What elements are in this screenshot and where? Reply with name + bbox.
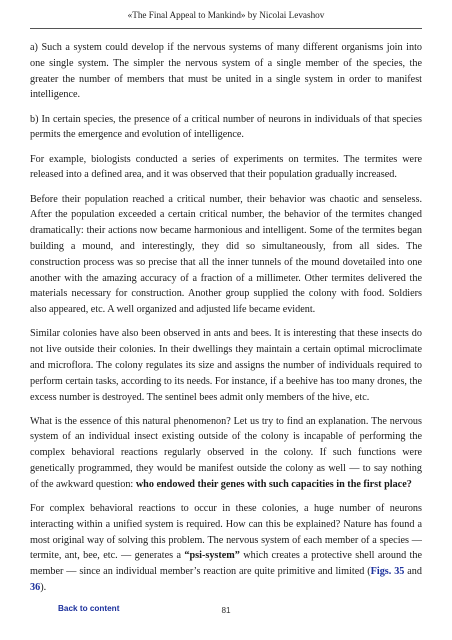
- paragraph-ants-bees: Similar colonies have also been observed in ants and bees. It is interesting that these insects do not live outside their colonies. In their dwellings they maintain a certain optimal microclimate and microflora. The colony regulates its size and assigns the number of individuals required to perform certain tasks, according to its needs. For instance, if a beehive has too many drones, the excess number is destroyed. The sentinel bees admit only members of the hive, etc.: [30, 328, 422, 403]
- psi-text-end: ).: [40, 582, 47, 594]
- paragraph-phenomenon: [30, 414, 422, 493]
- header-divider: [30, 28, 422, 29]
- back-to-content-link[interactable]: Back to content: [58, 604, 120, 613]
- psi-system-term: “psi-system”: [184, 550, 240, 562]
- paragraph-termite-experiment: For example, biologists conducted a series of experiments on termites. The termites were released into a defined area, and it was observed that their population gradually increased.: [30, 153, 422, 181]
- paragraph-termite-behavior: Before their population reached a critical number, their behavior was chaotic and senseless. After the population exceeded a certain critical number, the behavior of the termites changed dramatically: their actions now became harmonious and intelligent. Some of the termites began building a mound, and interestingly, they did so simultaneously, from all sides. The construction process was so precise that all the inner tunnels of the mound dovetailed into one another with the amazing accuracy of a fraction of a millimeter. Other termites delivered the materials necessary for construction. Another group supplied the colony with food. Soldiers also appeared, etc. A well organized and adjusted life became evident.: [30, 193, 422, 316]
- paragraph-a: a) Such a system could develop if the nervous systems of many different organisms join into one single system. The simpler the nervous system of a single member of the species, the greater the number of members that must be united in a single system in order to manifest intelligence.: [30, 42, 422, 101]
- figs-label: Figs.: [370, 566, 395, 578]
- figs-and: and: [404, 566, 422, 578]
- running-header: «The Final Appeal to Mankind» by Nicolai Levashov: [127, 10, 325, 20]
- psi-text-2: which creates a protective shell around the member — since an individual member’s reaction are quite primitive and limited (: [30, 550, 423, 578]
- paragraph-phenomenon-text: What is the essence of this natural phenomenon? Let us try to find an explanation. The nervous system of an individual insect existing outside of the colony is incapable of performing the complex behavioral reactions regularly observed in the colony. If such functions were genetically programmed, they would be manifest outside the colony as well — to say nothing of the awkward question:: [30, 415, 422, 490]
- figure-36-link[interactable]: 36: [30, 582, 41, 594]
- page-number: 81: [221, 606, 231, 615]
- body-text: [30, 40, 422, 604]
- paragraph-b: b) In certain species, the presence of a critical number of neurons in individuals of that species permits the emergence and evolution of intelligence.: [30, 113, 422, 141]
- figure-35-link[interactable]: 35: [394, 566, 405, 578]
- paragraph-psi-system: [30, 501, 422, 596]
- psi-text-1: For complex behavioral reactions to occur in these colonies, a huge number of neurons interacting within a unified system is required. How can this be explained? Nature has found a most original way of solving this problem. The nervous system of each member of a species — termite, ant, bee, etc. — generates a: [30, 503, 422, 562]
- paragraph-phenomenon-question: who endowed their genes with such capacities in the first place?: [135, 478, 412, 490]
